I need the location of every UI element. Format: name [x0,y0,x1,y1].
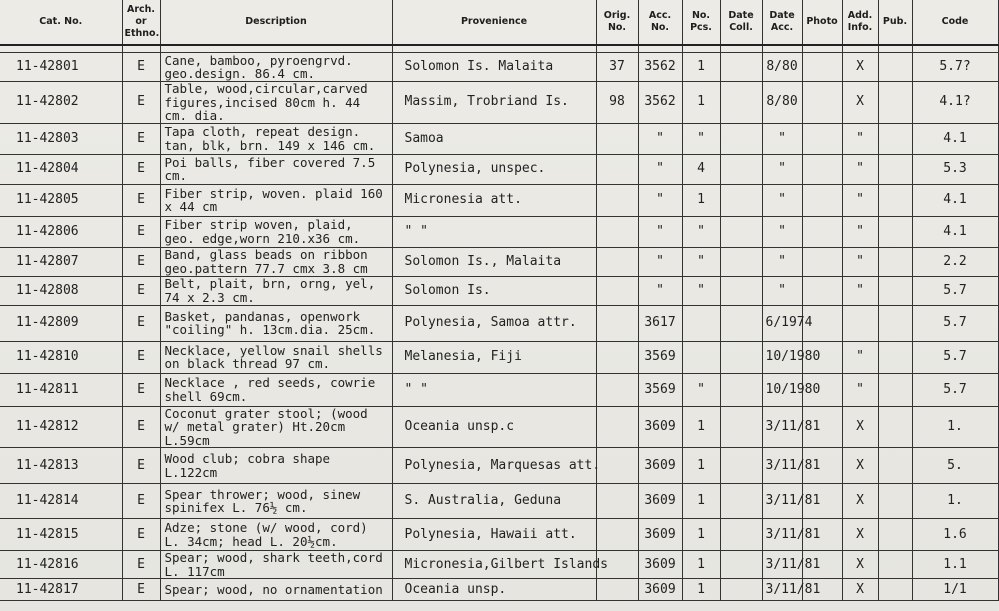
cat-no-cell: 11-42801 [0,53,122,82]
acc-no-cell: 3569 [638,373,682,406]
no-pcs-cell: 1 [682,184,720,216]
table-row [0,276,998,305]
cat-no-cell: 11-42817 [0,579,122,601]
code-cell: 4.1 [912,123,998,154]
cat-no-cell: 11-42814 [0,484,122,519]
orig-no-cell [596,406,638,448]
add-info-cell: X [842,53,878,82]
cat-no-cell: 11-42816 [0,551,122,579]
acc-no-cell: 3609 [638,484,682,519]
header-acc-no: Acc. No. [638,0,682,45]
provenience-cell: Solomon Is. Malaita [392,53,596,82]
description-cell: Tapa cloth, repeat design. tan, blk, brn. 149 x 146 cm. [160,123,392,154]
date-coll-cell [720,82,762,124]
arch-cell: E [122,247,160,276]
date-coll-cell [720,448,762,484]
table-row [0,448,998,484]
orig-no-cell [596,448,638,484]
date-acc-cell: 8/80 [762,82,802,124]
add-info-cell: X [842,519,878,551]
add-info-cell: X [842,579,878,601]
no-pcs-cell: 1 [682,448,720,484]
cat-no-cell: 11-42809 [0,305,122,341]
date-acc-cell: 6/1974 [762,305,802,341]
header-description: Description [160,0,392,45]
orig-no-cell [596,305,638,341]
acc-no-cell: 3617 [638,305,682,341]
photo-cell [802,276,842,305]
acc-no-cell: 3562 [638,53,682,82]
arch-cell: E [122,519,160,551]
date-coll-cell [720,519,762,551]
cat-no-cell: 11-42804 [0,154,122,184]
code-cell: 1.1 [912,551,998,579]
pub-cell [878,276,912,305]
orig-no-cell: 98 [596,82,638,124]
orig-no-cell [596,154,638,184]
orig-no-cell [596,341,638,373]
pub-cell [878,82,912,124]
description-cell: Spear; wood, no ornamentation [160,579,392,601]
orig-no-cell [596,579,638,601]
provenience-cell: Polynesia, Samoa attr. [392,305,596,341]
provenience-cell: Oceania unsp. [392,579,596,601]
code-cell: 5.7 [912,341,998,373]
no-pcs-cell: " [682,276,720,305]
table-row [0,406,998,448]
provenience-cell: Melanesia, Fiji [392,341,596,373]
description-cell: Band, glass beads on ribbon geo.pattern 77.7 cmx 3.8 cm [160,247,392,276]
table-row [0,579,998,601]
arch-cell: E [122,305,160,341]
arch-cell: E [122,184,160,216]
arch-cell: E [122,276,160,305]
add-info-cell: " [842,184,878,216]
table-row [0,247,998,276]
no-pcs-cell: 1 [682,579,720,601]
cat-no-cell: 11-42810 [0,341,122,373]
photo-cell [802,123,842,154]
table-row [0,373,998,406]
code-cell: 5.7? [912,53,998,82]
provenience-cell: Micronesia att. [392,184,596,216]
add-info-cell: " [842,276,878,305]
code-cell: 1. [912,484,998,519]
date-coll-cell [720,551,762,579]
acc-no-cell: 3609 [638,448,682,484]
date-coll-cell [720,579,762,601]
description-cell: Belt, plait, brn, orng, yel, 74 x 2.3 cm. [160,276,392,305]
pub-cell [878,551,912,579]
description-cell: Spear; wood, shark teeth,cord L. 117cm [160,551,392,579]
date-acc-cell: " [762,247,802,276]
arch-cell: E [122,448,160,484]
date-acc-cell: 3/11/81 [762,579,802,601]
add-info-cell: " [842,247,878,276]
code-cell: 5.7 [912,276,998,305]
acc-no-cell: " [638,154,682,184]
date-acc-cell: 10/1980 [762,373,802,406]
date-acc-cell: 8/80 [762,53,802,82]
table-row [0,305,998,341]
code-cell: 4.1 [912,216,998,247]
acc-no-cell: 3609 [638,519,682,551]
provenience-cell: " " [392,373,596,406]
pub-cell [878,406,912,448]
arch-cell: E [122,341,160,373]
cat-no-cell: 11-42813 [0,448,122,484]
date-coll-cell [720,216,762,247]
header-cat-no: Cat. No. [0,0,122,45]
no-pcs-cell: 1 [682,406,720,448]
add-info-cell: " [842,341,878,373]
provenience-cell: Massim, Trobriand Is. [392,82,596,124]
orig-no-cell [596,373,638,406]
description-cell: Spear thrower; wood, sinew spinifex L. 76½ cm. [160,484,392,519]
acc-no-cell: 3609 [638,406,682,448]
cat-no-cell: 11-42803 [0,123,122,154]
orig-no-cell [596,519,638,551]
header-photo: Photo [802,0,842,45]
header-add-info: Add. Info. [842,0,878,45]
orig-no-cell [596,484,638,519]
table-row [0,53,998,82]
arch-cell: E [122,406,160,448]
acc-no-cell: " [638,184,682,216]
arch-cell: E [122,373,160,406]
description-cell: Fiber strip, woven. plaid 160 x 44 cm [160,184,392,216]
acc-no-cell: 3562 [638,82,682,124]
code-cell: 4.1? [912,82,998,124]
cat-no-cell: 11-42802 [0,82,122,124]
provenience-cell: Polynesia, Hawaii att. [392,519,596,551]
orig-no-cell [596,184,638,216]
photo-cell [802,216,842,247]
date-acc-cell: 3/11/81 [762,448,802,484]
date-acc-cell: " [762,154,802,184]
add-info-cell: " [842,216,878,247]
provenience-cell: Oceania unsp.c [392,406,596,448]
description-cell: Adze; stone (w/ wood, cord) L. 34cm; head L. 20½cm. [160,519,392,551]
date-coll-cell [720,247,762,276]
acc-no-cell: 3569 [638,341,682,373]
date-acc-cell: 3/11/81 [762,484,802,519]
header-date-coll: Date Coll. [720,0,762,45]
orig-no-cell: 37 [596,53,638,82]
add-info-cell: X [842,82,878,124]
cat-no-cell: 11-42815 [0,519,122,551]
orig-no-cell [596,216,638,247]
pub-cell [878,216,912,247]
cat-no-cell: 11-42812 [0,406,122,448]
no-pcs-cell: 1 [682,519,720,551]
pub-cell [878,154,912,184]
table-row [0,341,998,373]
date-coll-cell [720,305,762,341]
no-pcs-cell [682,341,720,373]
date-acc-cell: 3/11/81 [762,519,802,551]
table-row [0,519,998,551]
arch-cell: E [122,82,160,124]
description-cell: Cane, bamboo, pyroengrvd. geo.design. 86.4 cm. [160,53,392,82]
code-cell: 1/1 [912,579,998,601]
add-info-cell: X [842,448,878,484]
description-cell: Necklace, yellow snail shells on black thread 97 cm. [160,341,392,373]
pub-cell [878,123,912,154]
cat-no-cell: 11-42805 [0,184,122,216]
header-orig-no: Orig. No. [596,0,638,45]
provenience-cell: Solomon Is. [392,276,596,305]
arch-cell: E [122,154,160,184]
arch-cell: E [122,123,160,154]
photo-cell [802,184,842,216]
photo-cell [802,82,842,124]
acc-no-cell: " [638,123,682,154]
no-pcs-cell [682,305,720,341]
cat-no-cell: 11-42811 [0,373,122,406]
pub-cell [878,484,912,519]
no-pcs-cell: " [682,247,720,276]
add-info-cell: " [842,123,878,154]
photo-cell [802,247,842,276]
provenience-cell: " " [392,216,596,247]
date-coll-cell [720,154,762,184]
date-coll-cell [720,341,762,373]
cat-no-cell: 11-42808 [0,276,122,305]
date-coll-cell [720,276,762,305]
description-cell: Necklace , red seeds, cowrie shell 69cm. [160,373,392,406]
no-pcs-cell: " [682,216,720,247]
pub-cell [878,373,912,406]
header-row [0,0,998,45]
acc-no-cell: " [638,247,682,276]
cat-no-cell: 11-42806 [0,216,122,247]
pub-cell [878,305,912,341]
cat-no-cell: 11-42807 [0,247,122,276]
acc-no-cell: " [638,276,682,305]
pub-cell [878,579,912,601]
date-coll-cell [720,373,762,406]
table-row [0,154,998,184]
add-info-cell: X [842,484,878,519]
table-row [0,551,998,579]
acc-no-cell: 3609 [638,551,682,579]
pub-cell [878,519,912,551]
no-pcs-cell: 1 [682,551,720,579]
header-arch: Arch. or Ethno. [122,0,160,45]
date-acc-cell: 3/11/81 [762,551,802,579]
date-acc-cell: 3/11/81 [762,406,802,448]
arch-cell: E [122,216,160,247]
provenience-cell: Micronesia,Gilbert Islands [392,551,596,579]
description-cell: Fiber strip woven, plaid, geo. edge,worn 210.x36 cm. [160,216,392,247]
table-row [0,216,998,247]
description-cell: Table, wood,circular,carved figures,incised 80cm h. 44 cm. dia. [160,82,392,124]
no-pcs-cell: 1 [682,53,720,82]
no-pcs-cell: " [682,373,720,406]
code-cell: 5.7 [912,305,998,341]
orig-no-cell [596,123,638,154]
provenience-cell: S. Australia, Geduna [392,484,596,519]
arch-cell: E [122,551,160,579]
date-coll-cell [720,484,762,519]
date-acc-cell: " [762,184,802,216]
pub-cell [878,247,912,276]
code-cell: 1.6 [912,519,998,551]
header-date-acc: Date Acc. [762,0,802,45]
description-cell: Basket, pandanas, openwork "coiling" h. 13cm.dia. 25cm. [160,305,392,341]
description-cell: Coconut grater stool; (wood w/ metal grater) Ht.20cm L.59cm [160,406,392,448]
orig-no-cell [596,276,638,305]
table-row [0,184,998,216]
date-coll-cell [720,123,762,154]
add-info-cell [842,305,878,341]
add-info-cell: " [842,154,878,184]
no-pcs-cell: 4 [682,154,720,184]
no-pcs-cell: 1 [682,484,720,519]
code-cell: 5.3 [912,154,998,184]
code-cell: 2.2 [912,247,998,276]
orig-no-cell [596,247,638,276]
pub-cell [878,448,912,484]
no-pcs-cell: " [682,123,720,154]
code-cell: 4.1 [912,184,998,216]
date-coll-cell [720,53,762,82]
table-row [0,484,998,519]
pub-cell [878,53,912,82]
date-coll-cell [720,184,762,216]
header-provenience: Provenience [392,0,596,45]
arch-cell: E [122,484,160,519]
acc-no-cell: " [638,216,682,247]
header-no-pcs: No. Pcs. [682,0,720,45]
date-acc-cell: " [762,276,802,305]
table-row [0,123,998,154]
header-code: Code [912,0,998,45]
description-cell: Wood club; cobra shape L.122cm [160,448,392,484]
add-info-cell: X [842,406,878,448]
pub-cell [878,184,912,216]
header-pub: Pub. [878,0,912,45]
add-info-cell: X [842,551,878,579]
provenience-cell: Polynesia, unspec. [392,154,596,184]
no-pcs-cell: 1 [682,82,720,124]
photo-cell [802,154,842,184]
arch-cell: E [122,579,160,601]
provenience-cell: Polynesia, Marquesas att. [392,448,596,484]
provenience-cell: Samoa [392,123,596,154]
date-acc-cell: " [762,123,802,154]
date-acc-cell: 10/1980 [762,341,802,373]
header-gap [0,45,998,53]
catalog-rows [0,45,998,601]
pub-cell [878,341,912,373]
description-cell: Poi balls, fiber covered 7.5 cm. [160,154,392,184]
provenience-cell: Solomon Is., Malaita [392,247,596,276]
date-acc-cell: " [762,216,802,247]
code-cell: 1. [912,406,998,448]
code-cell: 5.7 [912,373,998,406]
add-info-cell: " [842,373,878,406]
table-row [0,82,998,124]
acc-no-cell: 3609 [638,579,682,601]
code-cell: 5. [912,448,998,484]
photo-cell [802,53,842,82]
date-coll-cell [720,406,762,448]
arch-cell: E [122,53,160,82]
